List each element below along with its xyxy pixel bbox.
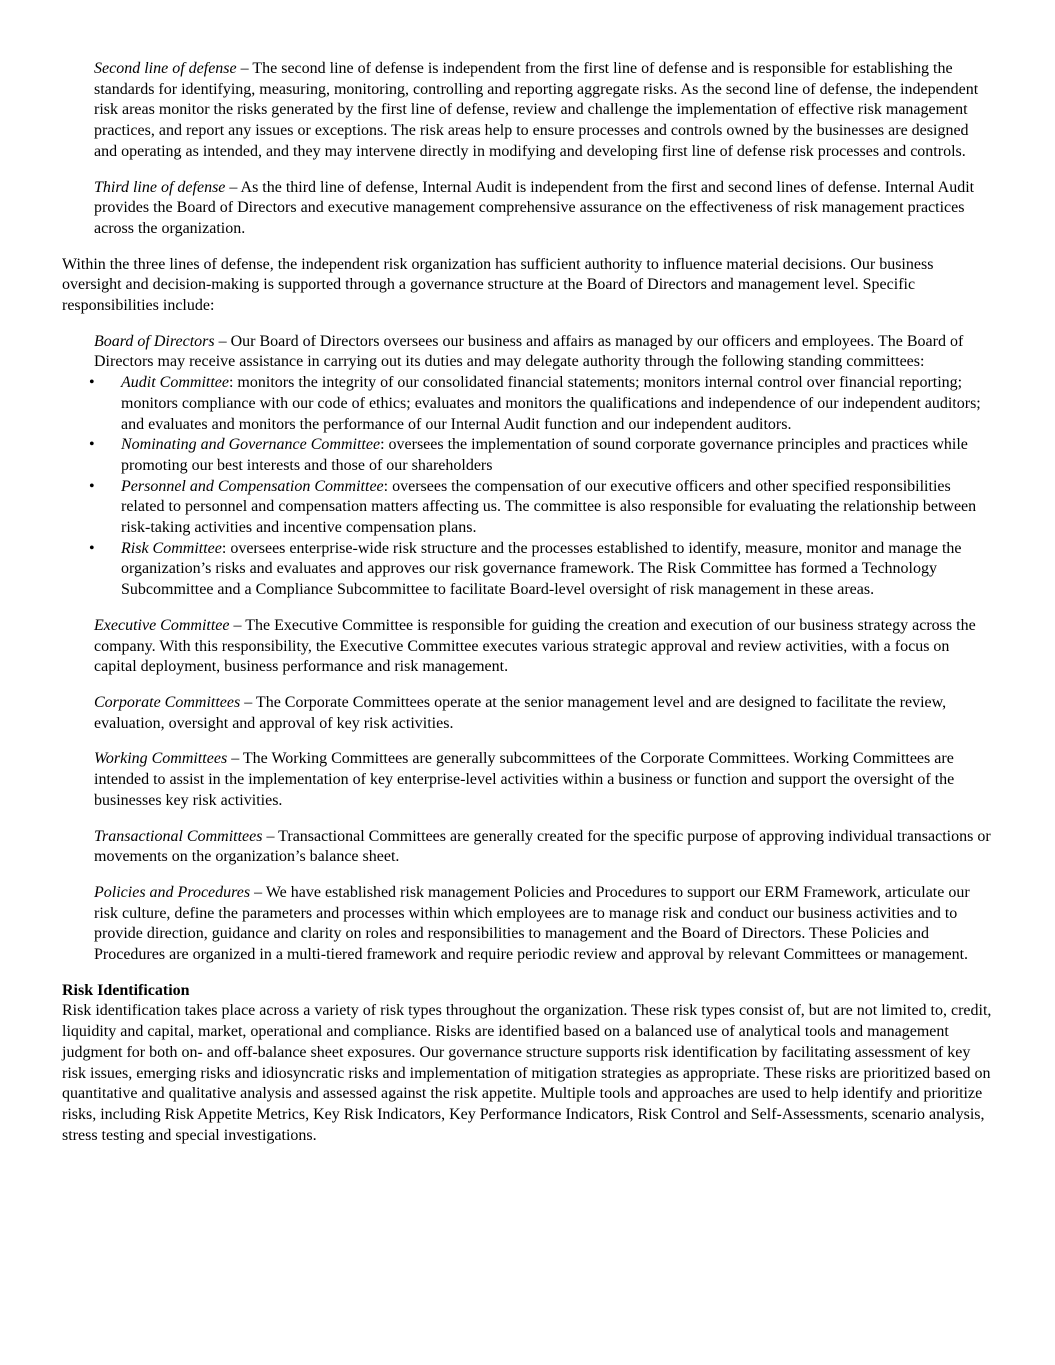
second-line-paragraph	[62, 59, 995, 163]
list-item	[89, 373, 995, 435]
third-line-label: Third line of defense	[94, 178, 226, 196]
governance-intro-paragraph: Within the three lines of defense, the independent risk organization has sufficient authority to influence material decisions. Our business oversight and decision-making is supported through a governance structure at the Board of Directors and management level. Specific responsibilities include:	[62, 255, 934, 315]
bullet-icon: •	[89, 539, 95, 557]
committee-label: Nominating and Governance Committee	[121, 436, 381, 454]
corporate-committees-paragraph	[62, 693, 995, 734]
third-line-paragraph	[62, 178, 995, 240]
executive-committee-paragraph	[62, 616, 995, 678]
list-item	[89, 477, 995, 539]
working-committees-text: – The Working Committees are generally subcommittees of the Corporate Committees. Working Committees are intended to assist in the implementation of key enterprise-level activities within a business or function and support the oversight of the businesses key risk activities.	[94, 750, 955, 809]
second-line-text: – The second line of defense is independent from the first line of defense and is responsible for establishing the standards for identifying, measuring, monitoring, controlling and reporting aggregate risks. As the second line of defense, the independent risk areas monitor the risks generated by the first line of defense, review and challenge the implementation of effective risk management practices, and report any issues or exceptions. The risk areas help to ensure processes and controls owned by the businesses are designed and operating as intended, and they may intervene directly in modifying and developing first line of defense risk processes and controls.	[94, 60, 979, 160]
list-item	[89, 539, 995, 601]
bullet-icon: •	[89, 436, 95, 454]
second-line-label: Second line of defense	[94, 60, 237, 77]
executive-committee-label: Executive Committee	[94, 616, 230, 634]
board-text: – Our Board of Directors oversees our business and affairs as managed by our officers and employees. The Board of Directors may receive assistance in carrying out its duties and may delegate authority through the following standing committees:	[94, 332, 964, 371]
policies-procedures-paragraph	[62, 883, 995, 966]
committee-text: : oversees the compensation of our executive officers and other specified responsibilities related to personnel and compensation matters affecting us. The committee is also responsible for evaluating the relationship between risk-taking activities and incentive compensation plans.	[121, 477, 977, 537]
executive-committee-text: – The Executive Committee is responsible for guiding the creation and execution of our business strategy across the company. With this responsibility, the Executive Committee executes various strategic approval and review activities, with a focus on capital deployment, business performance and risk management.	[94, 616, 976, 676]
committee-label: Risk Committee	[121, 539, 222, 557]
transactional-committees-text: – Transactional Committees are generally created for the specific purpose of approving individual transactions or movements on the organization’s balance sheet.	[94, 827, 991, 866]
bullet-icon: •	[89, 477, 95, 495]
working-committees-label: Working Committees	[94, 750, 228, 768]
policies-procedures-label: Policies and Procedures	[94, 883, 251, 901]
board-label: Board of Directors	[94, 332, 215, 350]
board-paragraph	[62, 332, 995, 373]
committee-label: Audit Committee	[121, 374, 229, 392]
corporate-committees-text: – The Corporate Committees operate at the senior management level and are designed to facilitate the review, evaluation, oversight and approval of key risk activities.	[94, 693, 947, 732]
committee-text: : monitors the integrity of our consolidated financial statements; monitors internal control over financial reporting; monitors compliance with our code of ethics; evaluates and monitors the qualifications and independence of our independent auditors; and evaluates and monitors the performance of our Internal Audit function and our independent auditors.	[121, 374, 981, 433]
risk-identification-paragraph: Risk identification takes place across a variety of risk types throughout the organization. These risk types consist of, but are not limited to, credit, liquidity and capital, market, operational and compliance. Risks are identified based on a balanced use of analytical tools and management judgment for both on- and off-balance sheet exposures. Our governance structure supports risk identification by facilitating assessment of key risk issues, emerging risks and idiosyncratic risks and implementation of mitigation strategies as appropriate. These risks are prioritized based on quantitative and qualitative analysis and assessed against the risk appetite. Multiple tools and approaches are used to help identify and prioritize risks, including Risk Appetite Metrics, Key Risk Indicators, Key Performance Indicators, Risk Control and Self-Assessments, scenario analysis, stress testing and special investigations.	[62, 1002, 992, 1144]
committee-list	[62, 373, 995, 601]
working-committees-paragraph	[62, 749, 995, 811]
committee-text: : oversees the implementation of sound corporate governance principles and practices while promoting our best interests and those of our shareholders	[121, 436, 968, 474]
transactional-committees-label: Transactional Committees	[94, 827, 263, 845]
list-item	[89, 435, 995, 476]
third-line-text: – As the third line of defense, Internal Audit is independent from the first and second lines of defense. Internal Audit provides the Board of Directors and executive management comprehensive assurance on the effectiveness of risk management practices across the organization.	[94, 178, 975, 237]
committee-text: : oversees enterprise-wide risk structure and the processes established to identify, measure, monitor and manage the organization’s risks and evaluates and approves our risk governance framework. The Risk Committee has formed a Technology Subcommittee and a Compliance Subcommittee to facilitate Board-level oversight of risk management in these areas.	[121, 539, 962, 599]
transactional-committees-paragraph	[62, 827, 995, 868]
risk-identification-heading: Risk Identification	[62, 981, 190, 999]
policies-procedures-text: – We have established risk management Policies and Procedures to support our ERM Framework, articulate our risk culture, define the parameters and processes within which employees are to manage risk and conduct our business activities and to provide direction, guidance and clarity on roles and responsibilities to management and the Board of Directors. These Policies and Procedures are organized in a multi-tiered framework and require periodic review and approval by relevant Committees or management.	[94, 883, 970, 964]
committee-label: Personnel and Compensation Committee	[121, 477, 384, 495]
bullet-icon: •	[89, 374, 95, 392]
corporate-committees-label: Corporate Committees	[94, 693, 241, 711]
